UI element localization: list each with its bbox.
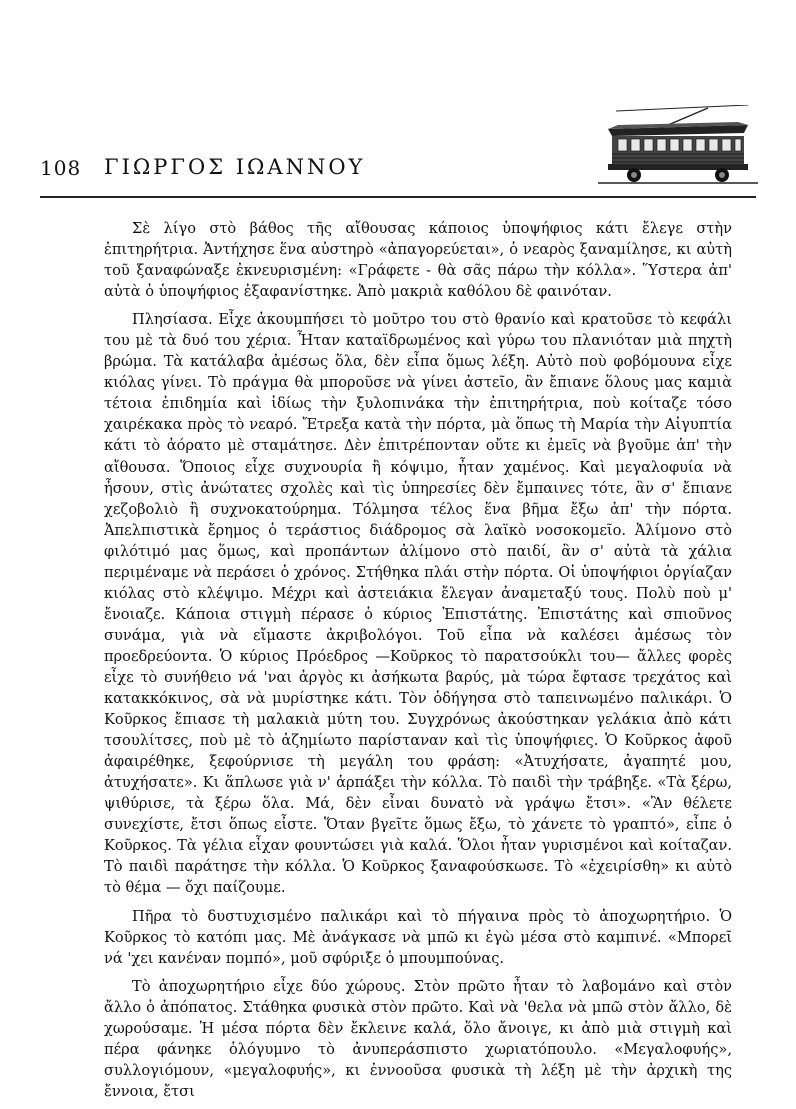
paragraph: Σὲ λίγο στὸ βάθος τῆς αἴθουσας κάποιος ὑποψήφιος κάτι ἔλεγε στὴν ἐπιτηρήτρια. Ἀντήχησε ἕνα αὐστηρὸ «ἀπαγορεύεται», ὁ νεαρὸς ξαναμίλησε, κι αὐτὴ τοῦ ξαναφώναξε ἐκνευρισμένη: «Γράφετε - θὰ σᾶς πάρω τὴν κόλλα». Ὕστερα ἀπ' αὐτὰ ὁ ὑποψήφιος ἐξαφανίστηκε. Ἀπὸ μακριὰ καθόλου δὲ φαινόταν. xyxy=(104,220,732,301)
paragraph: Πῆρα τὸ δυστυχισμένο παλικάρι καὶ τὸ πήγαινα πρὸς τὸ ἀποχωρητήριο. Ὁ Κοῦρκος τὸ κατόπι μας. Μὲ ἀνάγκασε νὰ μπῶ κι ἐγὼ μέσα στὸ καμπινέ. «Μπορεῖ νά 'χει κανέναν πομπό», μοῦ σφύριξε ὁ μπουμπούνας. xyxy=(104,907,732,967)
paragraph: Τὸ ἀποχωρητήριο εἶχε δύο χώρους. Στὸν πρῶτο ἦταν τὸ λαβομάνο καὶ στὸν ἄλλο ὁ ἀπόπατος. Στάθηκα φυσικὰ στὸν πρῶτο. Καὶ νὰ 'θελα νὰ μπῶ στὸν ἄλλο, δὲ χωρούσαμε. Ἡ μέσα πόρτα δὲν ἔκλεινε καλά, ὅλο ἄνοιγε, κι ἀπὸ μιὰ στιγμὴ καὶ πέρα φάνηκε ὁλόγυμνο τὸ ἀνυπεράσπιστο χωριατόπουλο. «Μεγαλοφυής», συλλογιόμουν, «μεγαλοφυής», κι ἐννοοῦσα φυσικὰ τὴ λέξη μὲ τὴν ἀρχικὴ της ἔννοια, ἔτσι xyxy=(104,977,732,1100)
running-title: ΓΙΩΡΓΟΣ ΙΩΑΝΝΟΥ xyxy=(104,155,366,179)
header-rule xyxy=(40,196,756,198)
paragraph: Πλησίασα. Εἶχε ἀκουμπήσει τὸ μοῦτρο του στὸ θρανίο καὶ κρατοῦσε τὸ κεφάλι του μὲ τὰ δυό του χέρια. Ἦταν καταϊδρωμένος καὶ γύρω του πλανιόταν μιὰ πηχτὴ βρώμα. Τὰ κατάλαβα ἀμέσως ὅλα, δὲν εἶπα ὅμως λέξη. Αὐτὸ ποὺ φοβόμουνα εἶχε κιόλας γίνει. Τὸ πράγμα θὰ μποροῦσε νὰ γίνει ἀστεῖο, ἂν ἔπιανε ὅλους μας καμιὰ τέτοια ἐπιδημία καὶ ἰδίως τὴν ξυλοπινάκα τὴν ἐπιτηρήτρια, ποὺ κοίταζε τόσο χαιρέκακα πρὸς τὸ νεαρό. Ἔτρεξα κατὰ τὴν πόρτα, μὰ ὅπως τὴ Μαρία τὴν Αἰγυπτία κάτι τὸ ἀόρατο μὲ σταμάτησε. Δὲν ἐπιτρέπονταν οὔτε κι ἐμεῖς νὰ βγοῦμε ἀπ' τὴν αἴθουσα. Ὅποιος εἶχε συχνουρία ἢ κόψιμο, ἦταν χαμένος. Καὶ μεγαλοφυία νὰ ἦσουν, στὶς ἀνώτατες σχολὲς καὶ τὶς ὑπηρεσίες δὲν ἔμπαινες τότε, ἂν σ' ἔπιανε χεζοβολιὸ ἢ συχνοκατούρημα. Τόλμησα τέλος ἕνα βῆμα ἔξω ἀπ' τὴν πόρτα. Ἀπελπιστικὰ ἔρημος ὁ τεράστιος διάδρομος σὰ λαϊκὸ νοσοκομεῖο. Ἀλίμονο στὸ φιλότιμό μας ὅμως, καὶ προπάντων ἀλίμονο στὸ παιδί, ἂν σ' αὐτὰ τὰ χάλια περιμέναμε νὰ περάσει ὁ χρόνος. Στήθηκα πλάι στὴν πόρτα. Οἱ ὑποψήφιοι ὀργίαζαν κιόλας στὸ κλέψιμο. Μέχρι καὶ ἀστειάκια ἔλεγαν ἀναμεταξύ τους. Πολὺ ποὺ μ' ἔνοιαζε. Κάποια στιγμὴ πέρασε ὁ κύριος Ἐπιστάτης. Ἐπιστάτης καὶ σπιοῦνος συνάμα, γιὰ νὰ εἴμαστε ἀκριβολόγοι. Τοῦ εἶπα νὰ καλέσει ἀμέσως τὸν προεδρεύοντα. Ὁ κύριος Πρόεδρος —Κοῦρκος τὸ παρατσούκλι του— ἄλλες φορὲς εἶχε τὸ συνήθειο νά 'ναι ἀργὸς κι ἀσήκωτα βαρύς, μὰ τώρα ἔφτασε τρεχάτος καὶ κατακκόκινος, σὰ νὰ μυρίστηκε κάτι. Τὸν ὁδήγησα στὸ ταπεινωμένο παλικάρι. Ὁ Κοῦρκος ἔπιασε τὴ μαλακιὰ μύτη του. Συγχρόνως ἀκούστηκαν γελάκια ἀπὸ κάτι τσουλίτσες, ποὺ μὲ τὸ ἀζημίωτο παρίσταναν καὶ τὶς ὑποψήφιες. Ὁ Κοῦρκος ἀφοῦ ἀφαιρέθηκε, ξεφούρνισε τὴ μεγάλη του φράση: «Ἀτυχήσατε, ἀγαπητέ μου, ἀτυχήσατε». Κι ἅπλωσε γιὰ ν' ἁρπάξει τὴν κόλλα. Τὸ παιδὶ τὴν τράβηξε. «Τὰ ξέρω, ψιθύρισε, τὰ ξέρω ὅλα. Μά, δὲν εἶναι δυνατὸ νὰ γράψω ἔτσι». «Ἂν θέλετε συνεχίστε, ἔτσι ὅπως εἶστε. Ὅταν βγεῖτε ὅμως ἔξω, τὸ χάνετε τὸ γραπτό», εἶπε ὁ Κοῦρκος. Τὰ γέλια εἶχαν φουντώσει γιὰ καλά. Ὅλοι ἦταν γυρισμένοι καὶ κοίταζαν. Τὸ παιδὶ παράτησε τὴν κόλλα. Ὁ Κοῦρκος ξαναφούσκωσε. Τὸ «ἐχειρίσθη» κι αὐτὸ τὸ θέμα — ὄχι παίζουμε. xyxy=(104,311,732,897)
page-number: 108 xyxy=(40,156,82,180)
page-header xyxy=(0,0,796,205)
book-page-body xyxy=(104,218,732,1109)
tram-icon xyxy=(598,105,758,185)
